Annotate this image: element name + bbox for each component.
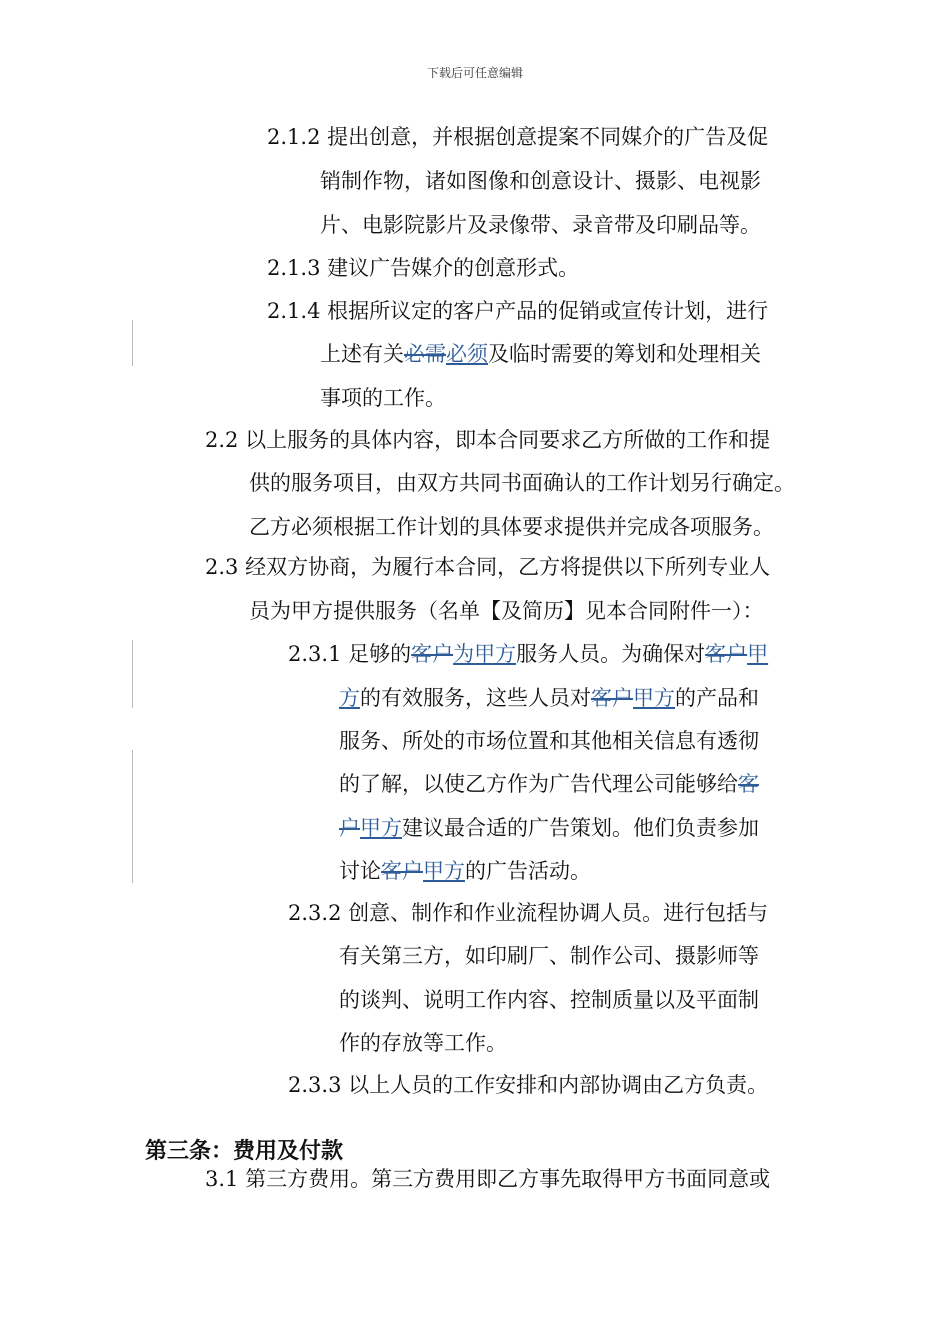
clause-2-3-1-line-3: 服务、所处的市场位置和其他相关信息有透彻 [339,729,759,753]
clause-2-1-2-line-3: 片、电影院影片及录像带、录音带及印刷品等。 [320,213,761,237]
inserted-text: 甲方 [423,859,465,883]
deleted-text: 客 [738,772,759,796]
clause-2-3-2-line-1: 2.3.2 创意、制作和作业流程协调人员。进行包括与 [288,901,769,925]
clause-2-3-1-line-5 [339,814,759,842]
clause-2-1-4-line-2 [320,340,761,368]
section-3-heading: 第三条：费用及付款 [145,1139,344,1164]
clause-2-3-1-line-2 [339,684,759,712]
clause-2-3-2-line-4: 作的存放等工作。 [339,1031,507,1055]
deleted-text: 客户 [381,859,423,883]
clause-2-1-4-line-1: 2.1.4 根据所议定的客户产品的促销或宣传计划，进行 [267,299,769,323]
clause-2-2-line-3: 乙方必须根据工作计划的具体要求提供并完成各项服务。 [249,515,774,539]
inserted-text: 甲 [747,642,769,666]
clause-2-3-line-1: 2.3 经双方协商，为履行本合同，乙方将提供以下所列专业人 [205,555,771,579]
deleted-text: 客户 [705,642,748,666]
clause-2-1-2-line-1: 2.1.2 提出创意，并根据创意提案不同媒介的广告及促 [267,125,769,149]
deleted-text: 客户 [591,686,633,710]
revision-bar [132,750,133,883]
text-run: 上述有关 [320,342,404,366]
revision-bar [132,640,133,708]
deleted-text: 户 [339,816,360,840]
inserted-text: 甲方 [360,816,402,840]
clause-2-1-3: 2.1.3 建议广告媒介的创意形式。 [267,256,580,280]
deleted-text: 客户 [411,642,454,666]
text-run: 的产品和 [675,686,759,710]
clause-2-3-1-line-4 [339,770,759,798]
text-run: 的有效服务，这些人员对 [360,686,591,710]
clause-2-2-line-1: 2.2 以上服务的具体内容，即本合同要求乙方所做的工作和提 [205,428,771,452]
revision-bar [132,320,133,366]
clause-2-3-2-line-3: 的谈判、说明工作内容、控制质量以及平面制 [339,988,759,1012]
clause-2-3-1-line-1 [288,640,768,668]
text-run: 服务人员。为确保对 [516,642,706,666]
text-run: 讨论 [339,859,381,883]
clause-2-3-2-line-2: 有关第三方，如印刷厂、制作公司、摄影师等 [339,944,759,968]
inserted-text: 为甲方 [453,642,517,666]
page-header: 下载后可任意编辑 [426,66,523,80]
clause-3-1-line-1: 3.1 第三方费用。第三方费用即乙方事先取得甲方书面同意或 [205,1167,771,1191]
text-run: 建议最合适的广告策划。他们负责参加 [402,816,759,840]
clause-2-3-line-2: 员为甲方提供服务（名单【及简历】见本合同附件一）： [249,599,764,623]
text-run: 2.3.1 足够的 [288,642,412,666]
text-run: 的了解，以使乙方作为广告代理公司能够给 [339,772,738,796]
deleted-text: 必需 [404,342,446,366]
text-run: 的广告活动。 [465,859,591,883]
text-run: 及临时需要的筹划和处理相关 [488,342,761,366]
clause-2-2-line-2: 供的服务项目，由双方共同书面确认的工作计划另行确定。 [249,471,795,495]
inserted-text: 甲方 [633,686,675,710]
inserted-text: 方 [339,686,360,710]
clause-2-1-2-line-2: 销制作物，诸如图像和创意设计、摄影、电视影 [320,169,761,193]
clause-2-1-4-line-3: 事项的工作。 [320,386,446,410]
inserted-text: 必须 [446,342,488,366]
clause-2-3-1-line-6 [339,857,591,885]
clause-2-3-3: 2.3.3 以上人员的工作安排和内部协调由乙方负责。 [288,1073,769,1097]
